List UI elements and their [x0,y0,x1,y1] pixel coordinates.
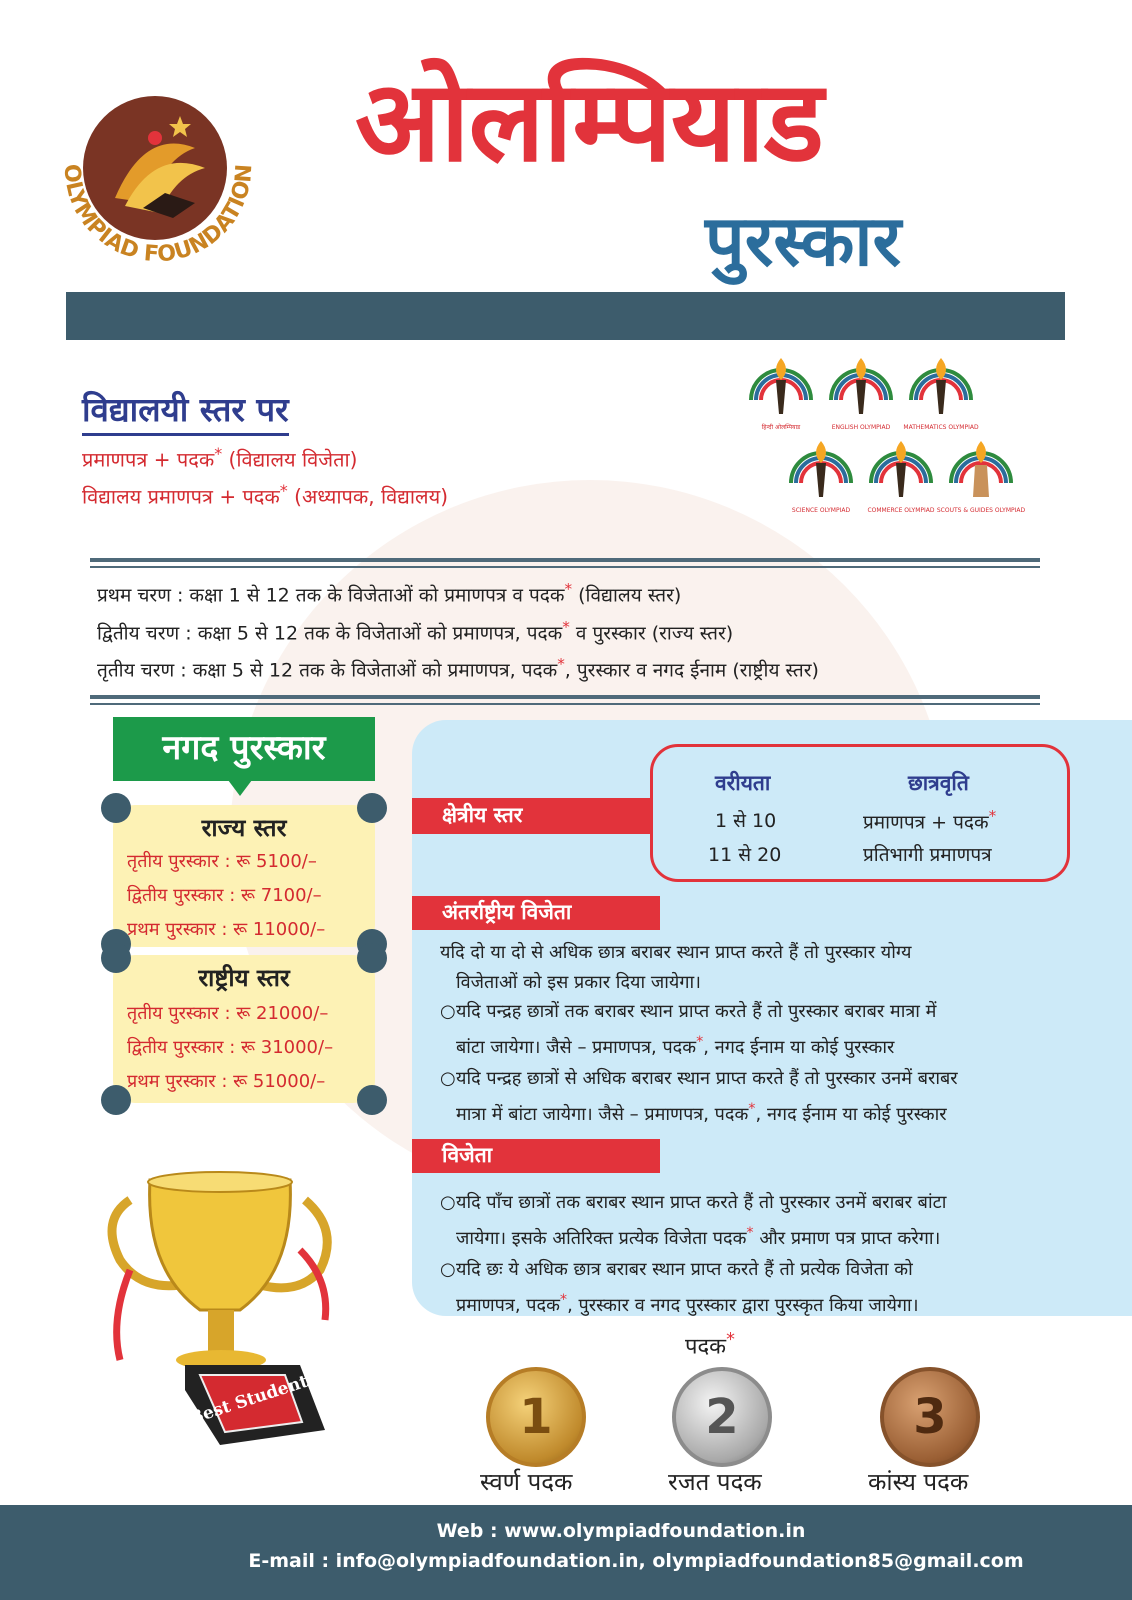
hand-icon [936,435,1026,515]
state-prize-2: द्वितीय पुरस्कार : रू 7100/– [127,885,322,906]
emblem-label: SCIENCE OLYMPIAD [791,507,851,514]
gold-medal-icon: 1 [486,1367,586,1467]
regional-level-tag: क्षेत्रीय स्तर [412,798,657,834]
title-olympiad: ओलम्पियाड [355,57,823,187]
torch-icon [785,435,857,515]
footer-website[interactable]: Web : www.olympiadfoundation.in [436,1520,806,1542]
school-level-line-1: प्रमाणपत्र + पदक* (विद्यालय विजेता) [82,444,358,472]
trophy-plaque-text: Best Student [186,1371,311,1429]
torch-icon [865,435,937,515]
torch-icon [745,352,817,432]
phase-divider-top [90,558,1040,568]
national-level-card [113,955,375,1103]
emblem-label: SCOUTS & GUIDES OLYMPIAD [936,507,1026,514]
regional-rank-table [650,744,1070,882]
state-level-card [113,805,375,947]
header-divider-bar [66,292,1065,340]
national-prize-2: द्वितीय पुरस्कार : रू 31000/– [127,1037,334,1058]
emblem-label: हिन्दी ओलम्पियाड [761,424,801,431]
emblem-label: COMMERCE OLYMPIAD [867,507,935,514]
phase-1-text: प्रथम चरण : कक्षा 1 से 12 तक के विजेताओं को प्रमाणपत्र व पदक* (विद्यालय स्तर) [97,580,682,607]
winner-tag: विजेता [412,1139,660,1173]
logo-text: OLYMPIAD FOUNDATION [58,163,258,268]
rank-reward-1: प्रमाणपत्र + पदक* [863,807,997,834]
winner-bullet-2: ○यदि छः ये अधिक छात्र बराबर स्थान प्राप्त करते हैं तो प्रत्येक विजेता को प्रमाणपत्र, पदक*, पुरस्कार व नगद पुरस्कार द्वारा पुरस्कृत किया जायेगा। [440,1259,919,1316]
national-level-title: राष्ट्रीय स्तर [198,964,290,992]
silver-medal-icon: 2 [672,1367,772,1467]
medals-heading: पदक* [685,1330,735,1360]
rank-column-header: वरीयता [715,771,771,795]
national-prize-1: प्रथम पुरस्कार : रू 51000/– [127,1071,326,1092]
state-prize-1: प्रथम पुरस्कार : रू 11000/– [127,919,326,940]
state-level-title: राज्य स्तर [201,814,287,842]
cash-banner-pointer [228,780,252,796]
rank-reward-2: प्रतिभागी प्रमाणपत्र [863,844,992,866]
national-prize-3: तृतीय पुरस्कार : रू 21000/– [127,1003,329,1024]
school-level-line-2: विद्यालय प्रमाणपत्र + पदक* (अध्यापक, विद्यालय) [82,481,449,509]
phase-divider-bottom [90,695,1040,705]
state-prize-3: तृतीय पुरस्कार : रू 5100/– [127,851,317,872]
olympiad-foundation-logo [55,88,265,278]
bronze-medal-icon: 3 [880,1367,980,1467]
silver-medal-label: रजत पदक [668,1468,762,1496]
international-winner-tag: अंतर्राष्ट्रीय विजेता [412,896,660,930]
torch-icon [905,352,977,432]
trophy-icon [90,1160,365,1450]
torch-icon [825,352,897,432]
gold-medal-label: स्वर्ण पदक [480,1468,573,1496]
winner-bullet-1: ○यदि पाँच छात्रों तक बराबर स्थान प्राप्त करते हैं तो पुरस्कार उनमें बराबर बांटा जायेगा। इसके अतिरिक्त प्रत्येक विजेता पदक* और प्रमाण पत्र प्राप्त करेगा। [440,1192,947,1249]
emblem-label: MATHEMATICS OLYMPIAD [903,424,979,431]
bronze-medal-label: कांस्य पदक [868,1468,969,1496]
international-intro: यदि दो या दो से अधिक छात्र बराबर स्थान प्राप्त करते हैं तो पुरस्कार योग्य विजेताओं को इस प्रकार दिया जायेगा। [440,942,912,993]
phase-2-text: द्वितीय चरण : कक्षा 5 से 12 तक के विजेताओं को प्रमाणपत्र, पदक* व पुरस्कार (राज्य स्तर) [97,618,734,645]
international-bullet-2: ○यदि पन्द्रह छात्रों से अधिक बराबर स्थान प्राप्त करते हैं तो पुरस्कार उनमें बराबर मात्रा में बांटा जायेगा। जैसे – प्रमाणपत्र, पदक*, नगद ईनाम या कोई पुरस्कार [440,1068,958,1125]
title-awards: पुरस्कार [705,200,902,282]
scholarship-column-header: छात्रवृति [908,771,969,795]
footer-email[interactable]: E-mail : info@olympiadfoundation.in, olympiadfoundation85@gmail.com [248,1550,1024,1572]
rank-range-2: 11 से 20 [708,844,782,866]
phase-3-text: तृतीय चरण : कक्षा 5 से 12 तक के विजेताओं को प्रमाणपत्र, पदक*, पुरस्कार व नगद ईनाम (राष्ट्रीय स्तर) [97,655,819,682]
emblem-label: ENGLISH OLYMPIAD [831,424,891,431]
international-bullet-1: ○यदि पन्द्रह छात्रों तक बराबर स्थान प्राप्त करते हैं तो पुरस्कार बराबर मात्रा में बांटा जायेगा। जैसे – प्रमाणपत्र, पदक*, नगद ईनाम या कोई पुरस्कार [440,1001,937,1058]
school-level-heading: विद्यालयी स्तर पर [82,386,289,436]
rank-range-1: 1 से 10 [715,810,777,832]
cash-prize-banner: नगद पुरस्कार [113,717,375,781]
